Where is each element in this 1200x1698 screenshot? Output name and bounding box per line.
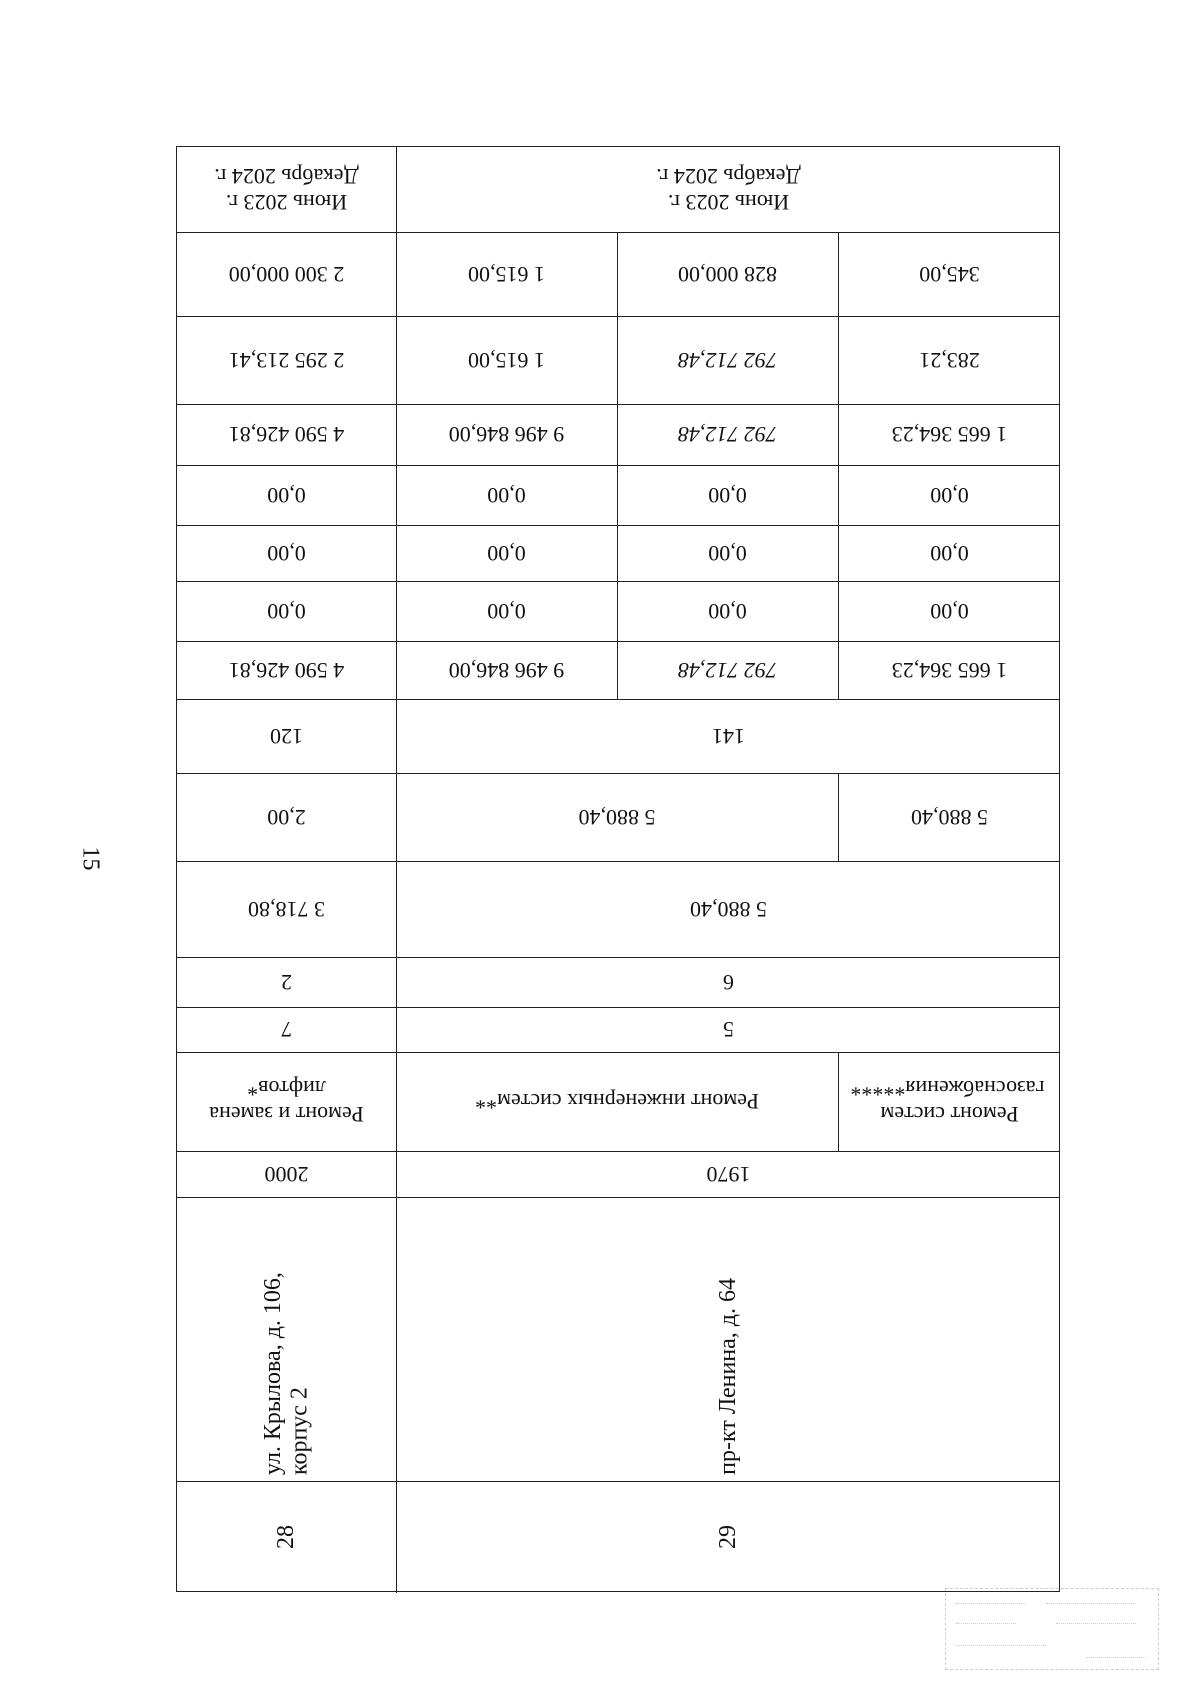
row29-work2-cost-zero-1: 0,00 [708,598,747,624]
row28-area-1: 3 718,80 [248,896,325,922]
row28-cost-zero-3: 0,00 [267,482,306,508]
row29-address: пр-кт Ленина, д. 64 [715,1278,742,1475]
row29-work3-cost-zero-2: 0,00 [930,540,969,566]
row29-residents: 141 [712,723,745,749]
row29-work1-area-2: 5 880,40 [578,804,656,830]
row29-work1-unit-limit: 1 615,00 [468,261,545,287]
capital-repair-table [176,146,1060,1592]
row29-work3-cost-zero-1: 0,00 [930,598,969,624]
row28-address: ул. Крылова, д. 106, корпус 2 [260,1272,313,1475]
row29-work3-cost-zero-3: 0,00 [930,482,969,508]
row29-work2-cost-fund: 792 712,48 [678,422,777,448]
row29-work2-unit-limit: 828 000,00 [678,261,777,287]
row29-work3-cost-fund: 1 665 364,23 [891,422,1008,448]
row29-work1-cost-total: 9 496 846,00 [448,657,565,683]
row29-work3-unit-limit: 345,00 [919,261,980,287]
row29-year: 1970 [706,1161,751,1187]
row28-col-b: 2 [281,969,292,995]
row28-unit-limit: 2 300 000,00 [228,261,345,287]
row29-work2-cost-zero-2: 0,00 [708,540,747,566]
row28-col-a: 7 [281,1017,292,1043]
faint-stamp [945,1588,1159,1670]
row29-work3-type: Ремонт систем газоснабжения***** [850,1076,1045,1127]
row29-work2-unit-cost: 792 712,48 [678,347,777,373]
row28-cost-zero-1: 0,00 [267,598,306,624]
row29-area-1: 5 880,40 [690,896,767,922]
row29-work3-area-2: 5 880,40 [911,804,988,830]
row29-work1-cost-fund: 9 496 846,00 [448,422,565,448]
row29-col-a: 5 [723,1017,734,1043]
row29-work3-unit-cost: 283,21 [919,347,980,373]
row28-cost-zero-2: 0,00 [267,540,306,566]
row29-work2-cost-zero-3: 0,00 [708,482,747,508]
row28-period: Июнь 2023 г. Декабрь 2024 г. [214,164,359,215]
row29-period: Июнь 2023 г. Декабрь 2024 г. [656,164,801,215]
row29-number: 29 [715,1525,742,1549]
row29-work1-cost-zero-2: 0,00 [487,540,526,566]
row29-work1-unit-cost: 1 615,00 [468,347,545,373]
row28-work-type: Ремонт и замена лифтов* [209,1076,364,1127]
row29-work1-cost-zero-1: 0,00 [487,598,526,624]
row29-work1-cost-zero-3: 0,00 [487,482,526,508]
row28-residents: 120 [270,723,303,749]
row29-work2-cost-total: 792 712,48 [678,657,777,683]
row29-col-b: 6 [723,969,734,995]
row29-work1-type: Ремонт инженерных систем** [475,1089,759,1115]
row29-work3-cost-total: 1 665 364,23 [891,657,1008,683]
row28-unit-cost: 2 295 213,41 [228,347,345,373]
row28-cost-total: 4 590 426,81 [228,657,345,683]
page-number: 15 [77,846,104,871]
row28-year: 2000 [264,1161,309,1187]
row28-cost-fund: 4 590 426,81 [228,422,345,448]
row28-number: 28 [273,1525,300,1549]
row28-area-2: 2,00 [267,804,306,830]
